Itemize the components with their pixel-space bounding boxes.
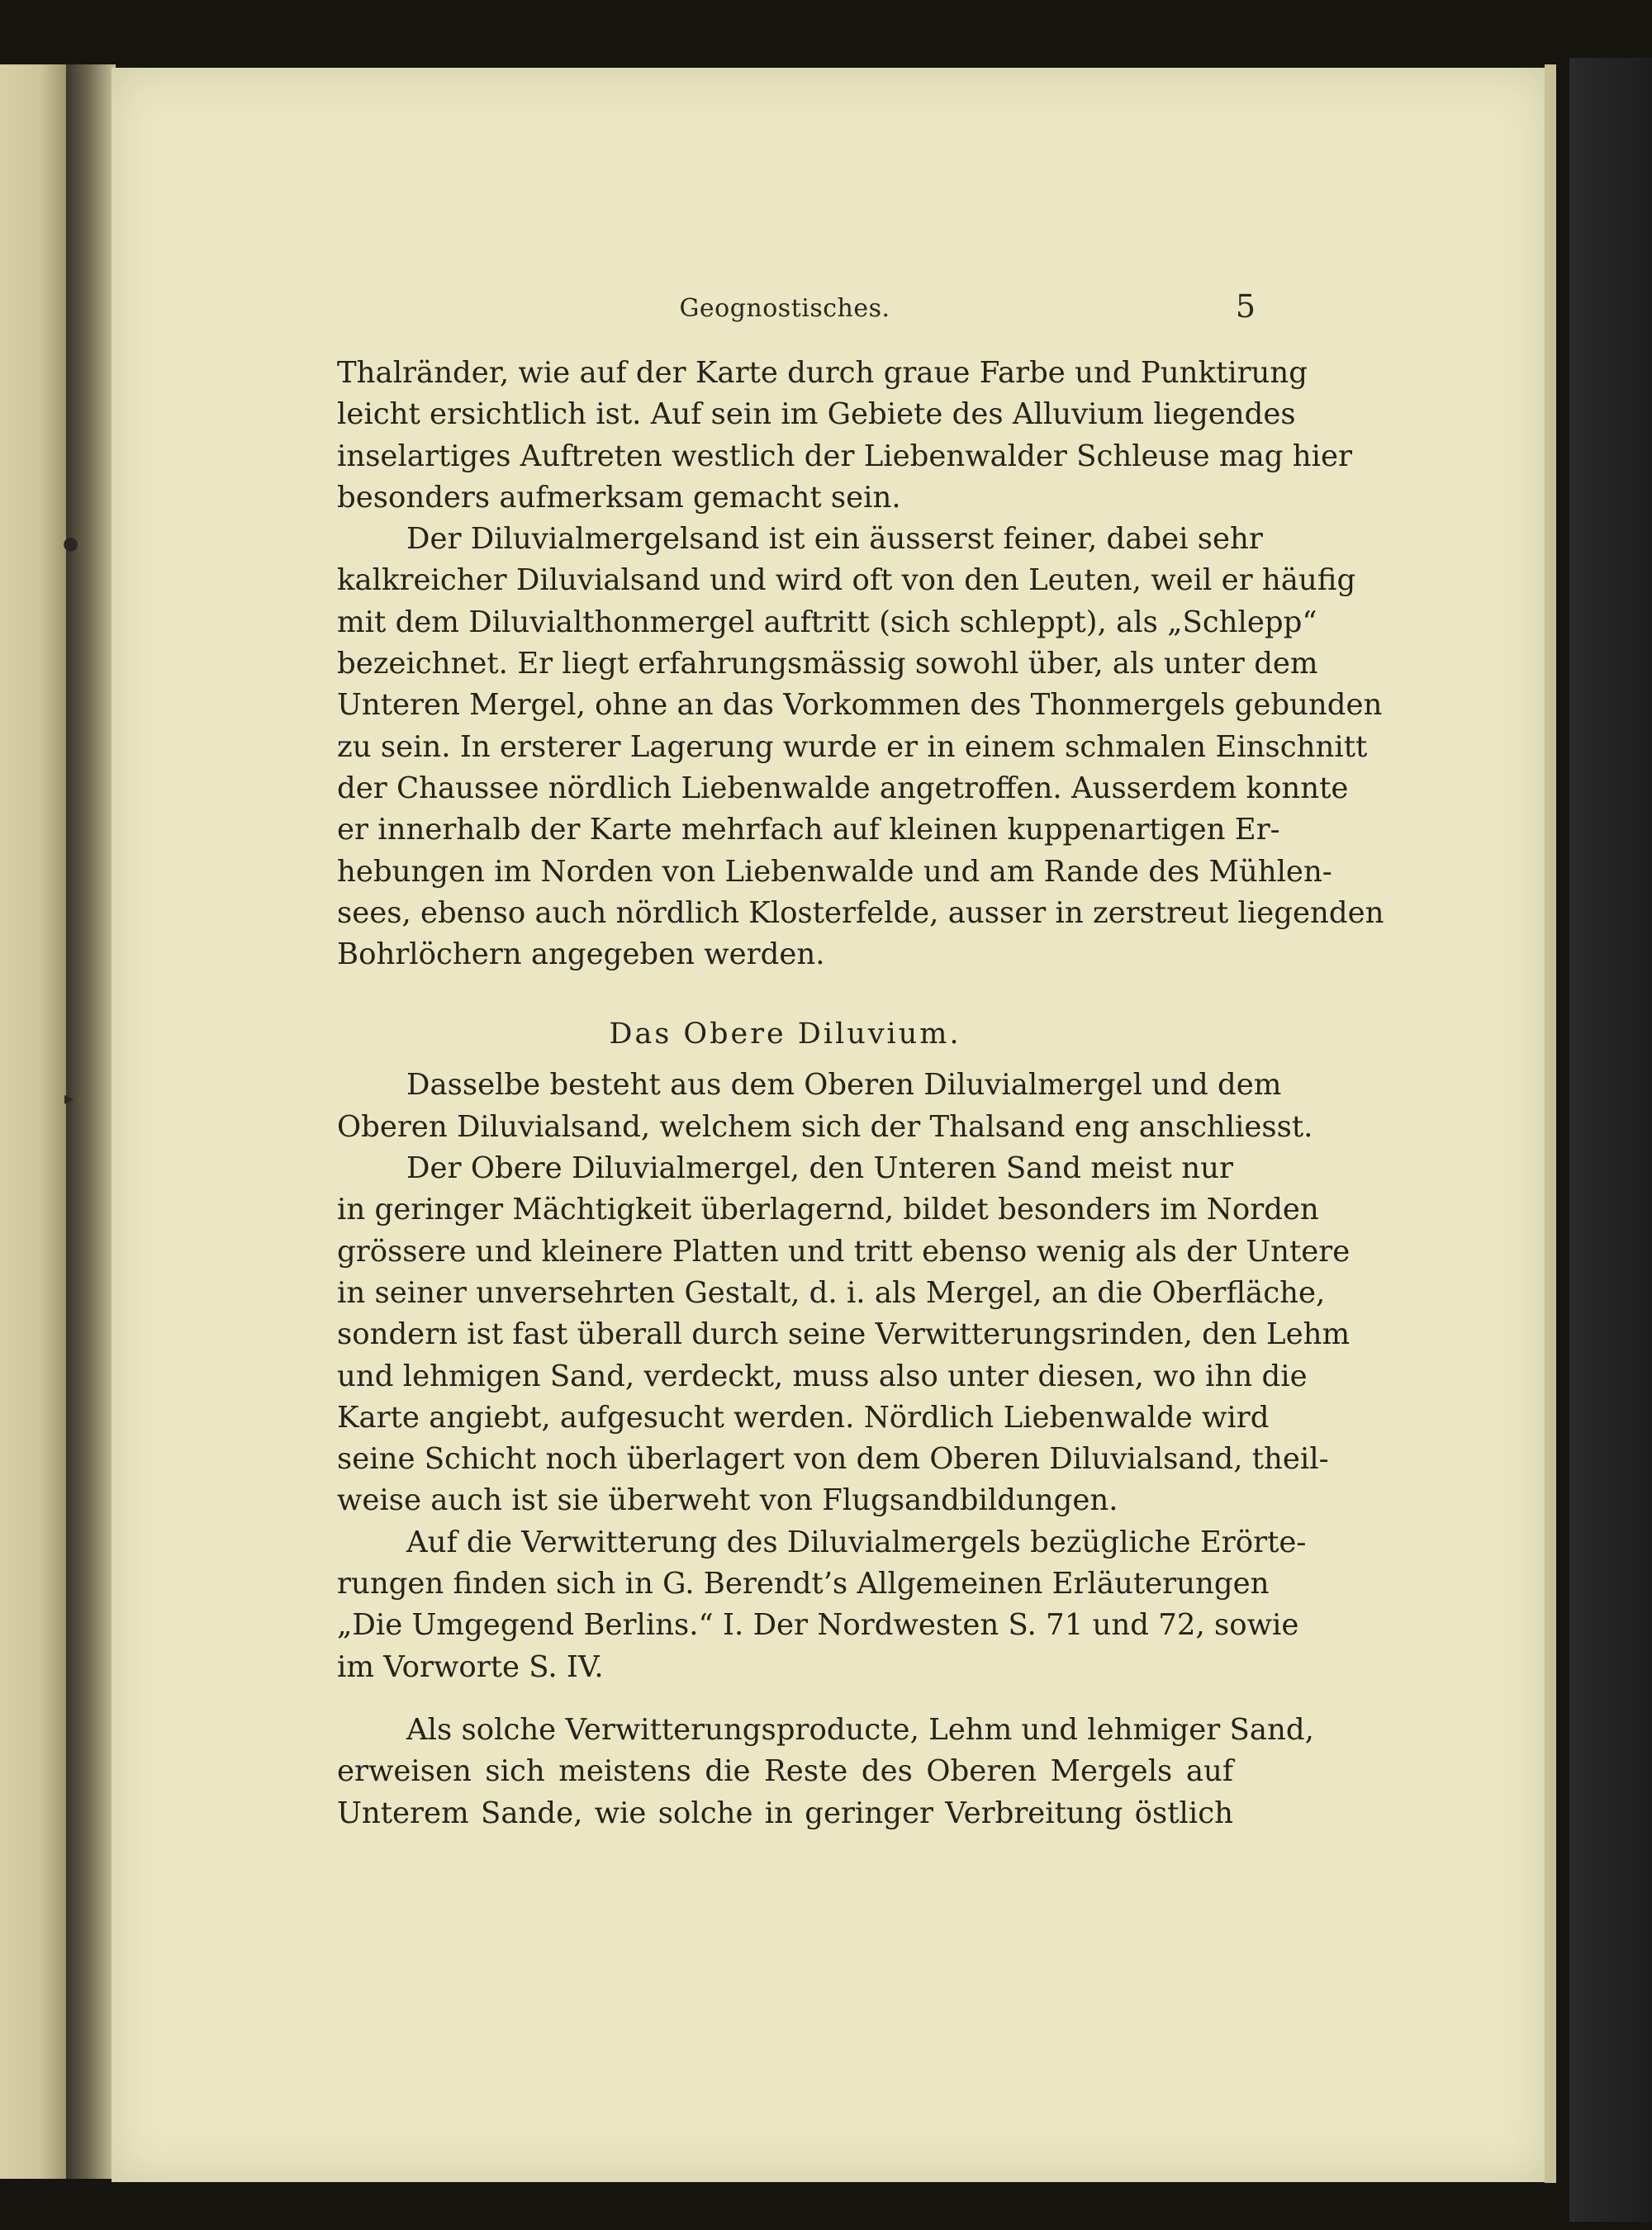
running-head-title: Geognostisches.	[679, 294, 890, 323]
margin-arrow-mark: ▸	[64, 1089, 74, 1109]
text-line: Auf die Verwitterung des Diluvialmergels bezügliche Erörte-	[406, 1525, 1307, 1559]
text-line: er innerhalb der Karte mehrfach auf kleinen kuppenartigen Er-	[337, 813, 1280, 847]
text-line: mit dem Diluvialthonmergel auftritt (sich schleppt), als „Schlepp“	[337, 605, 1317, 639]
margin-bullet-mark: ●	[63, 534, 79, 554]
text-line: Als solche Verwitterungsproducte, Lehm und lehmiger Sand,	[406, 1712, 1314, 1747]
paragraph-gap	[337, 1688, 1233, 1710]
text-line: weise auch ist sie überweht von Flugsandbildungen.	[337, 1483, 1118, 1518]
text-line: Der Obere Diluvialmergel, den Unteren Sand meist nur	[406, 1151, 1233, 1186]
running-head	[339, 288, 1256, 327]
text-line: besonders aufmerksam gemacht sein.	[337, 480, 901, 515]
book-gutter	[66, 64, 116, 2179]
text-line: hebungen im Norden von Liebenwalde und am Rande des Mühlen-	[337, 854, 1332, 889]
body-text	[337, 353, 1384, 1834]
paragraph	[337, 1065, 1313, 1148]
text-line: sondern ist fast überall durch seine Verwitterungsrinden, den Lehm	[337, 1317, 1351, 1352]
text-line: erweisen sich meistens die Reste des Oberen Mergels auf	[337, 1754, 1233, 1789]
text-line: Bohrlöchern angegeben werden.	[337, 937, 825, 972]
text-line: in geringer Mächtigkeit überlagernd, bildet besonders im Norden	[337, 1193, 1319, 1227]
text-line: sees, ebenso auch nördlich Klosterfelde, ausser in zerstreut liegenden	[337, 895, 1384, 930]
text-line: bezeichnet. Er liegt erfahrungsmässig sowohl über, als unter dem	[337, 647, 1318, 681]
text-line: in seiner unversehrten Gestalt, d. i. als Mergel, an die Oberfläche,	[337, 1275, 1326, 1310]
text-line: Oberen Diluvialsand, welchem sich der Thalsand eng anschliesst.	[337, 1109, 1313, 1144]
text-line: rungen finden sich in G. Berendt’s Allgemeinen Erläuterungen	[337, 1567, 1270, 1601]
text-line: im Vorworte S. IV.	[337, 1649, 604, 1684]
text-line: Unteren Mergel, ohne an das Vorkommen des Thonmergels gebunden	[337, 688, 1383, 723]
text-line: kalkreicher Diluvialsand und wird oft von den Leuten, weil er häufig	[337, 563, 1356, 598]
text-line: Karte angiebt, aufgesucht werden. Nördlich Liebenwalde wird	[337, 1400, 1270, 1435]
text-line: zu sein. In ersterer Lagerung wurde er in einem schmalen Einschnitt	[337, 729, 1368, 764]
section-heading: Das Obere Diluvium.	[609, 1018, 961, 1051]
text-line: leicht ersichtlich ist. Auf sein im Gebiete des Alluvium liegendes	[337, 397, 1296, 432]
paragraph	[337, 1522, 1307, 1688]
text-line: Der Diluvialmergelsand ist ein äusserst feiner, dabei sehr	[406, 522, 1263, 557]
paragraph	[337, 353, 1352, 519]
paragraph	[337, 1710, 1314, 1834]
text-line: Thalränder, wie auf der Karte durch graue Farbe und Punktirung	[337, 356, 1308, 390]
facing-page-edge	[0, 64, 66, 2179]
text-line: Dasselbe besteht aus dem Oberen Diluvialmergel und dem	[406, 1068, 1282, 1103]
paragraph	[337, 519, 1384, 975]
text-line: „Die Umgegend Berlins.“ I. Der Nordwesten S. 71 und 72, sowie	[337, 1608, 1299, 1643]
page-number: 5	[1235, 288, 1256, 325]
book-cover-edge	[1569, 58, 1652, 2222]
text-line: grössere und kleinere Platten und tritt ebenso wenig als der Untere	[337, 1234, 1351, 1269]
text-line: der Chaussee nördlich Liebenwalde angetroffen. Ausserdem konnte	[337, 771, 1349, 805]
text-line: und lehmigen Sand, verdeckt, muss also unter diesen, wo ihn die	[337, 1359, 1308, 1393]
text-line: seine Schicht noch überlagert von dem Oberen Diluvialsand, theil-	[337, 1442, 1329, 1477]
page-edge	[1545, 64, 1556, 2183]
paragraph	[337, 1148, 1351, 1522]
text-line: inselartiges Auftreten westlich der Liebenwalder Schleuse mag hier	[337, 439, 1352, 473]
text-line: Unterem Sande, wie solche in geringer Verbreitung östlich	[337, 1796, 1233, 1830]
